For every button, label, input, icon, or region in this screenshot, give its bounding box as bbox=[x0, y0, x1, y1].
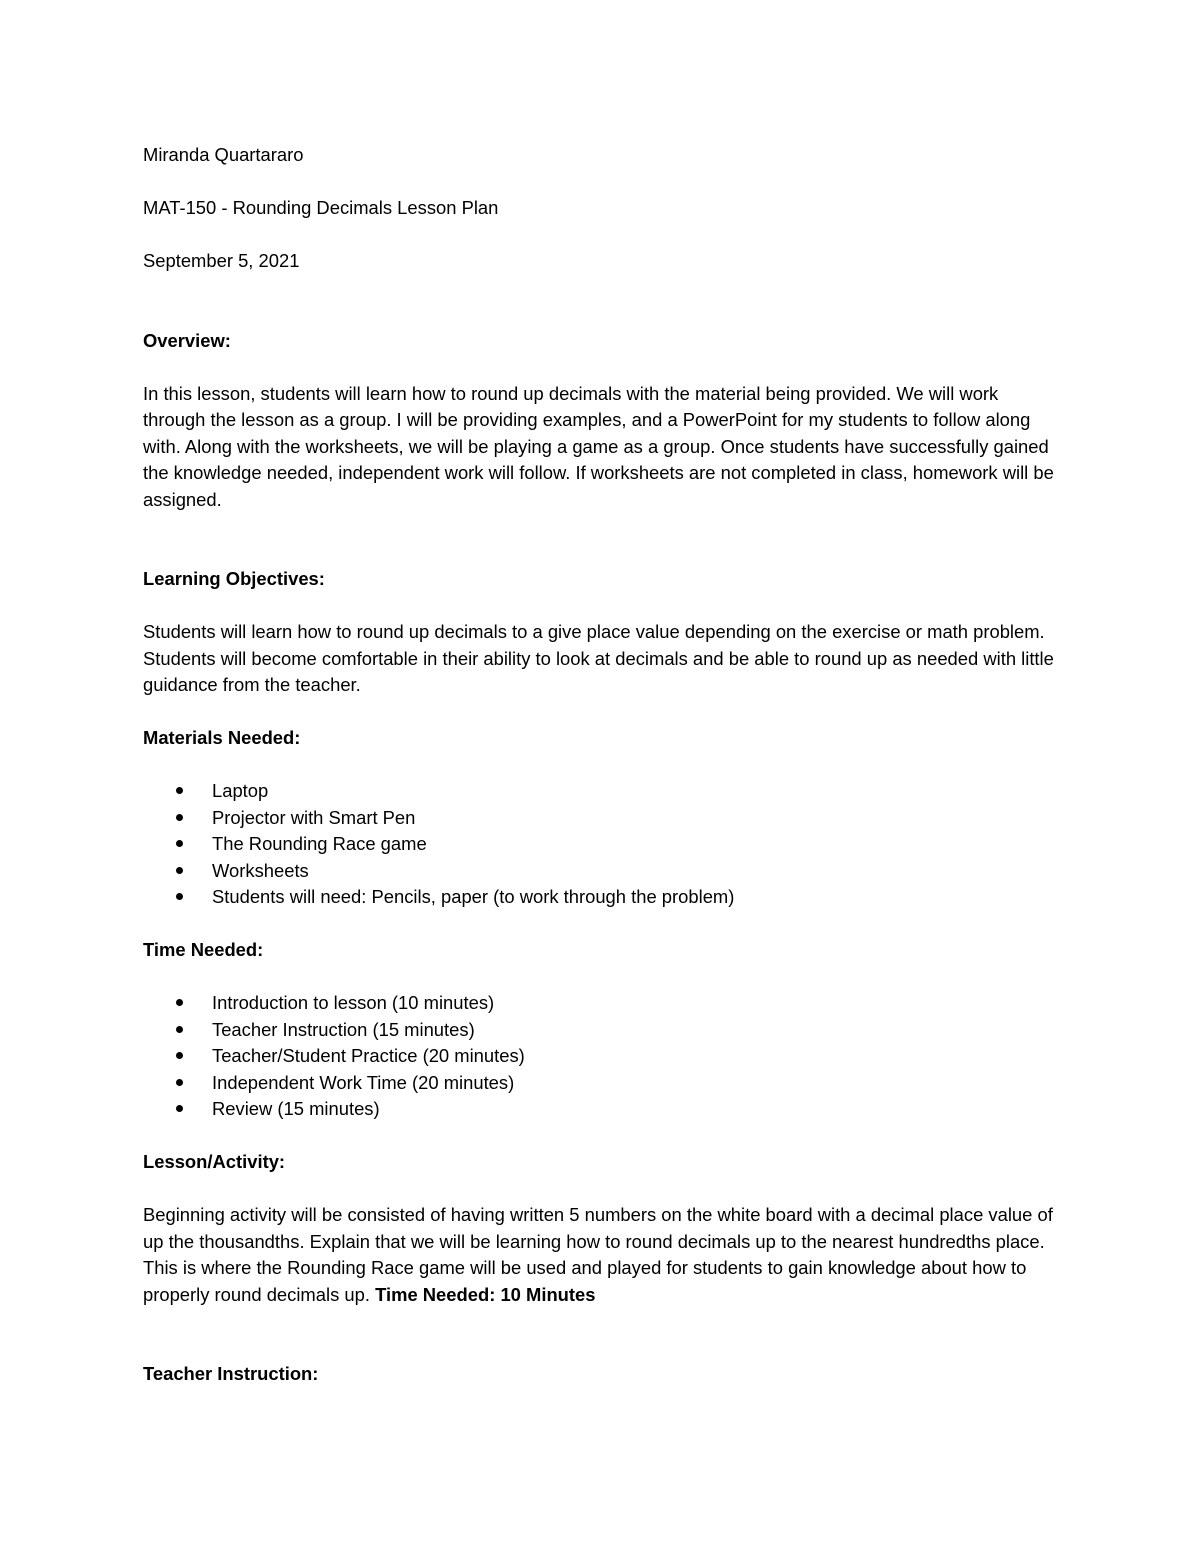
document-content bbox=[143, 142, 1058, 1388]
lesson-activity-time-note: Time Needed: 10 Minutes bbox=[375, 1283, 596, 1305]
materials-heading: Materials Needed: bbox=[143, 727, 301, 748]
overview-body: In this lesson, students will learn how to round up decimals with the material being provided. We will work through the lesson as a group. I will be providing examples, and a PowerPoint for my students to follow along with. Along with the worksheets, we will be playing a game as a group. Once students have successfully gained the knowledge needed, independent work will follow. If worksheets are not completed in class, homework will be assigned. bbox=[143, 382, 1054, 510]
list-item: Laptop bbox=[143, 778, 1058, 805]
list-item: Teacher/Student Practice (20 minutes) bbox=[143, 1043, 1058, 1070]
list-item: Students will need: Pencils, paper (to work through the problem) bbox=[143, 884, 1058, 911]
lesson-activity-heading: Lesson/Activity: bbox=[143, 1151, 286, 1172]
document-date: September 5, 2021 bbox=[143, 250, 300, 271]
list-item: Worksheets bbox=[143, 858, 1058, 885]
list-item: The Rounding Race game bbox=[143, 831, 1058, 858]
bullet-icon bbox=[176, 999, 183, 1006]
time-needed-list bbox=[143, 990, 1058, 1123]
learning-objectives-heading: Learning Objectives: bbox=[143, 568, 325, 589]
list-item: Teacher Instruction (15 minutes) bbox=[143, 1017, 1058, 1044]
overview-heading: Overview: bbox=[143, 329, 231, 351]
course-title: MAT-150 - Rounding Decimals Lesson Plan bbox=[143, 197, 499, 218]
time-needed-heading: Time Needed: bbox=[143, 939, 264, 960]
bullet-icon bbox=[176, 1079, 183, 1086]
bullet-icon bbox=[176, 893, 183, 900]
author-name: Miranda Quartararo bbox=[143, 144, 304, 165]
list-item: Projector with Smart Pen bbox=[143, 805, 1058, 832]
teacher-instruction-heading: Teacher Instruction: bbox=[143, 1363, 319, 1384]
materials-list bbox=[143, 778, 1058, 911]
learning-objectives-body: Students will learn how to round up decimals to a give place value depending on the exercise or math problem. Students will become comfortable in their ability to look at decimals and be able to round up as needed with little guidance from the teacher. bbox=[143, 621, 1054, 695]
bullet-icon bbox=[176, 1026, 183, 1033]
lesson-activity-text: Beginning activity will be consisted of having written 5 numbers on the white board with a decimal place value of up the thousandths. Explain that we will be learning how to round decimals up to the nearest hundredths place. This is where the Rounding Race game will be used and played for students to gain knowledge about how to properly round decimals up. bbox=[143, 1204, 1053, 1305]
bullet-icon bbox=[176, 787, 183, 794]
bullet-icon bbox=[176, 1105, 183, 1112]
bullet-icon bbox=[176, 840, 183, 847]
bullet-icon bbox=[176, 1052, 183, 1059]
list-item: Review (15 minutes) bbox=[143, 1096, 1058, 1123]
list-item: Independent Work Time (20 minutes) bbox=[143, 1070, 1058, 1097]
bullet-icon bbox=[176, 867, 183, 874]
bullet-icon bbox=[176, 814, 183, 821]
lesson-activity-body bbox=[143, 1202, 1058, 1308]
list-item: Introduction to lesson (10 minutes) bbox=[143, 990, 1058, 1017]
